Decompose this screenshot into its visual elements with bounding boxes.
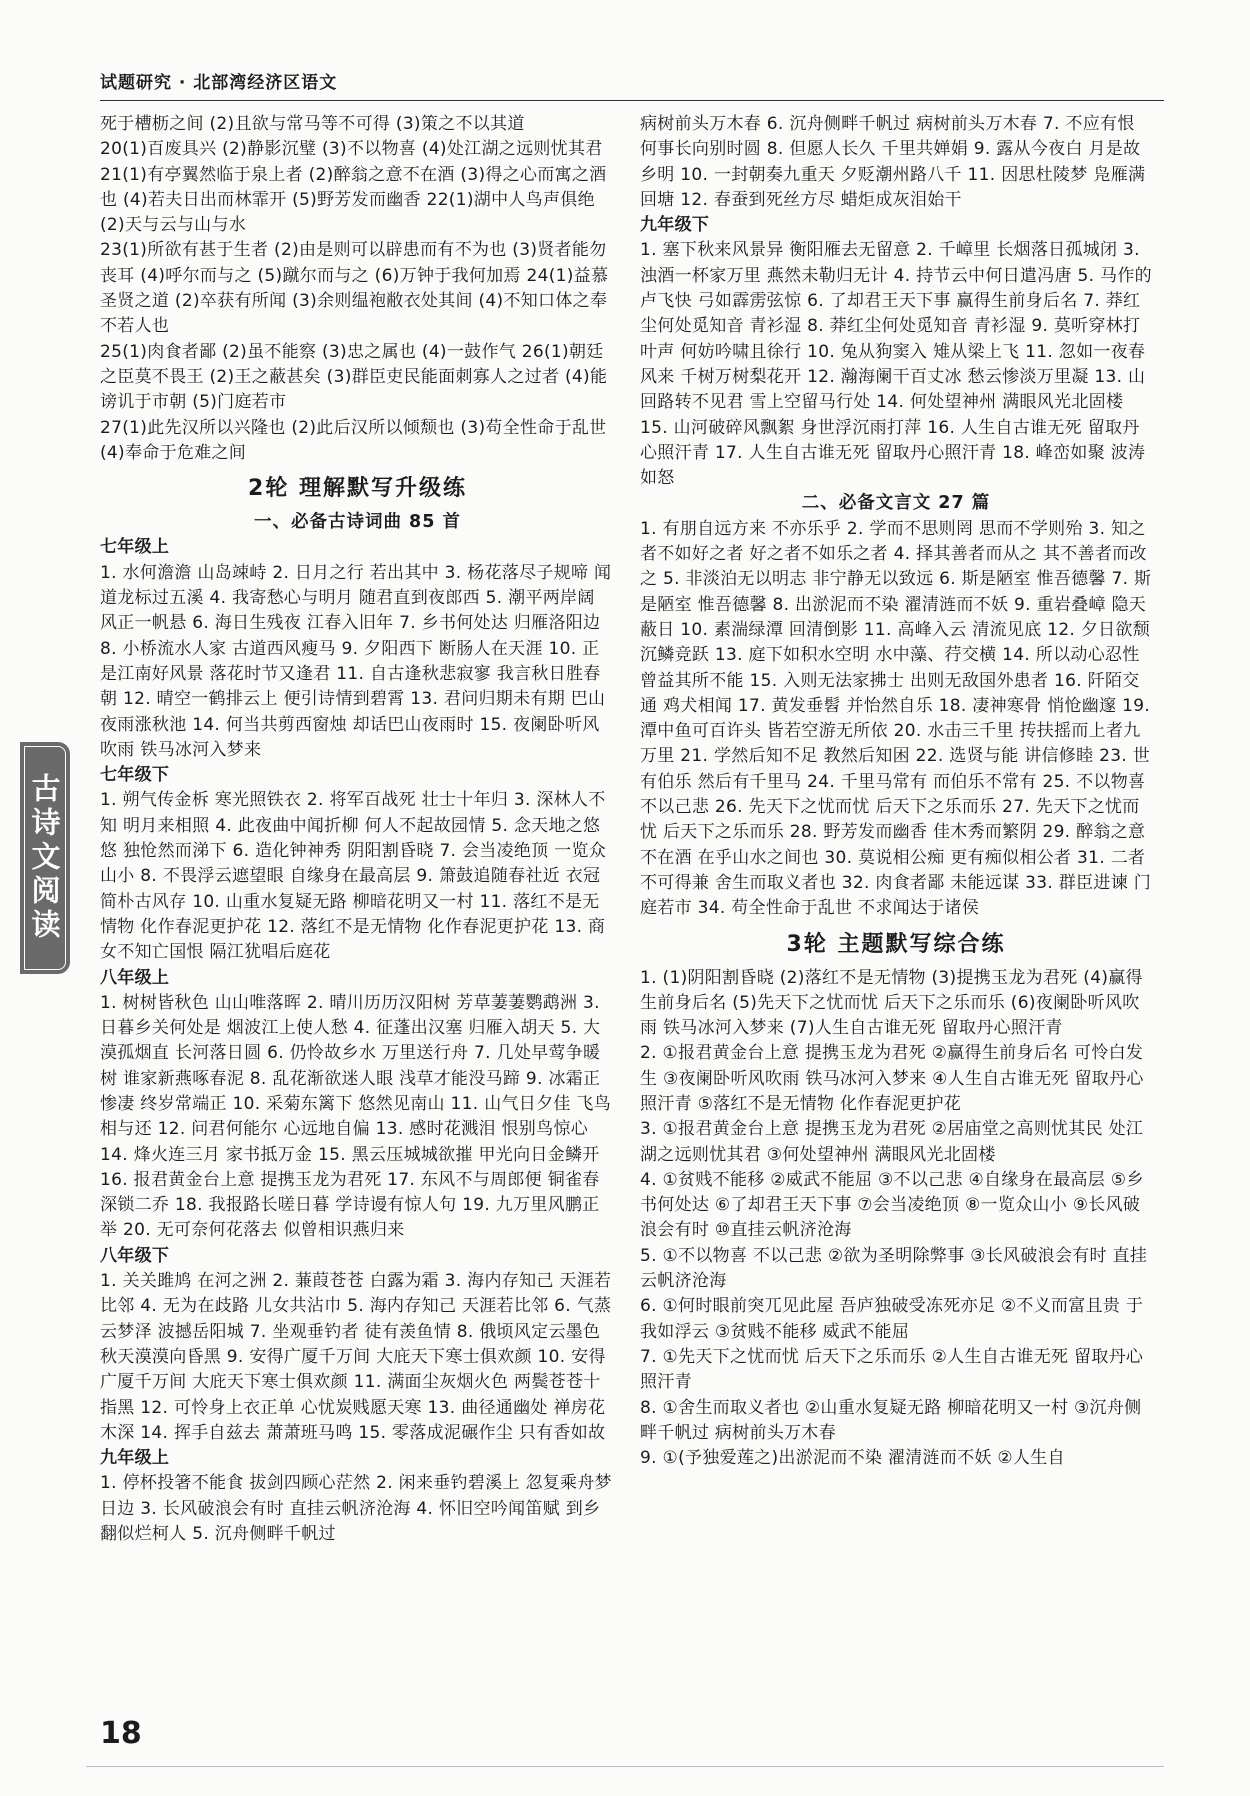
side-tab-frame bbox=[24, 746, 66, 970]
grade-heading: 八年级上 bbox=[100, 967, 170, 988]
answer-paragraph: 3. ①报君黄金台上意 提携玉龙为君死 ②居庙堂之高则忧其民 处江湖之远则忧其君 ③何处望神州 满眼风光北固楼 bbox=[640, 1119, 1144, 1165]
section-side-tab bbox=[20, 742, 70, 974]
answer-paragraph: 2. ①报君黄金台上意 提携玉龙为君死 ②赢得生前身后名 可怜白发生 ③夜阑卧听风吹雨 铁马冰河入梦来 ④人生自古谁无死 留取丹心照汗青 ⑤落红不是无情物 化作春泥更护花 bbox=[640, 1043, 1144, 1114]
answer-paragraph: 1. (1)阴阳割昏晓 (2)落红不是无情物 (3)提携玉龙为君死 (4)赢得生前身后名 (5)先天下之忧而忧 后天下之乐而乐 (6)夜阑卧听风吹雨 铁马冰河入梦来 (7)人生自古谁无死 留取丹心照汗青 bbox=[640, 967, 1143, 1039]
answer-paragraph: 7. ①先天下之忧而忧 后天下之乐而乐 ②人生自古谁无死 留取丹心照汗青 bbox=[640, 1346, 1144, 1393]
answer-paragraph: 死于槽枥之间 (2)且欲与常马等不可得 (3)策之不以其道 bbox=[100, 114, 525, 134]
page-number: 18 bbox=[100, 1716, 142, 1751]
right-column bbox=[640, 112, 1152, 1716]
answer-paragraph: 1. 朔气传金柝 寒光照铁衣 2. 将军百战死 壮士十年归 3. 深林人不知 明月来相照 4. 此夜曲中闻折柳 何人不起故园情 5. 念天地之悠悠 独怆然而涕下 6. 造化钟神秀 阴阳割昏晓 7. 会当凌绝顶 一览众山小 8. 不畏浮云遮望眼 自缘身在最高层 9. 箫鼓追随春社近 衣冠简朴古风存 10. 山重水复疑无路 柳暗花明又一村 11. 落红不是无情物 化作春泥更护花 12. 落红不是无情物 化作春泥更护花 13. 商女不知亡国恨 隔江犹唱后庭花 bbox=[100, 790, 607, 963]
answer-paragraph: 27(1)此先汉所以兴隆也 (2)此后汉所以倾颓也 (3)苟全性命于乱世 (4)奉命于危难之间 bbox=[100, 417, 607, 463]
footer-divider bbox=[86, 1766, 1164, 1767]
answer-paragraph: 8. ①舍生而取义者也 ②山重水复疑无路 柳暗花明又一村 ③沉舟侧畔千帆过 病树前头万木春 bbox=[640, 1397, 1142, 1443]
header-divider bbox=[100, 100, 1164, 101]
answer-paragraph: 23(1)所欲有甚于生者 (2)由是则可以辟患而有不为也 (3)贤者能勿丧耳 (4)呼尔而与之 (5)蹴尔而与之 (6)万钟于我何加焉 24(1)益慕圣贤之道 (2)卒获有所闻 (3)余则缊袍敝衣处其间 (4)不知口体之奉不若人也 bbox=[100, 240, 609, 337]
grade-heading: 九年级下 bbox=[640, 215, 710, 236]
round3-heading: 3轮 主题默写综合练 bbox=[786, 931, 1006, 957]
answer-paragraph: 1. 有朋自远方来 不亦乐乎 2. 学而不思则罔 思而不学则殆 3. 知之者不如好之者 好之者不如乐之者 4. 择其善者而从之 其不善者而改之 5. 非淡泊无以明志 非宁静无以致远 6. 斯是陋室 惟吾德馨 7. 斯是陋室 惟吾德馨 8. 出淤泥而不染 濯清涟而不妖 9. 重岩叠嶂 隐天蔽日 10. 素湍绿潭 回清倒影 11. 高峰入云 清流见底 12. 夕日欲颓 沉鳞竞跃 13. 庭下如积水空明 水中藻、荇交横 14. 所以动心忍性 曾益其所不能 15. 入则无法家拂士 出则无敌国外患者 16. 阡陌交通 鸡犬相闻 17. 黄发垂髫 并怡然自乐 18. 凄神寒骨 悄怆幽邃 19. 潭中鱼可百许头 皆若空游无所依 20. 水击三千里 抟扶摇而上者九万里 21. 学然后知不足 教然后知困 22. 选贤与能 讲信修睦 23. 世有伯乐 然后有千里马 24. 千里马常有 而伯乐不常有 25. 不以物喜 不以己悲 26. 先天下之忧而忧 后天下之乐而乐 27. 先天下之忧而忧 后天下之乐而乐 28. 野芳发而幽香 佳木秀而繁阴 29. 醉翁之意不在酒 在乎山水之间也 30. 莫说相公痴 更有痴似相公者 31. 二者不可得兼 舍生而取义者也 32. 肉食者鄙 未能远谋 33. 群臣进谏 门庭若市 34. 苟全性命于乱世 不求闻达于诸侯 bbox=[640, 518, 1152, 919]
side-tab-label: 古诗文阅读 bbox=[27, 773, 62, 943]
grade-heading: 七年级下 bbox=[100, 765, 170, 786]
grade-heading: 九年级上 bbox=[100, 1448, 170, 1469]
answer-paragraph: 1. 关关雎鸠 在河之洲 2. 蒹葭苍苍 白露为霜 3. 海内存知己 天涯若比邻 4. 无为在歧路 儿女共沾巾 5. 海内存知己 天涯若比邻 6. 气蒸云梦泽 波撼岳阳城 7. 坐观垂钓者 徒有羡鱼情 8. 俄顷风定云墨色 秋天漠漠向昏黑 9. 安得广厦千万间 大庇天下寒士俱欢颜 10. 安得广厦千万间 大庇天下寒士俱欢颜 11. 满面尘灰烟火色 两鬓苍苍十指黑 12. 可怜身上衣正单 心忧炭贱愿天寒 13. 曲径通幽处 禅房花木深 14. 挥手自兹去 萧萧班马鸣 15. 零落成泥碾作尘 只有香如故 bbox=[100, 1271, 612, 1443]
grade-heading: 八年级下 bbox=[100, 1245, 170, 1266]
answer-paragraph: 1. 停杯投箸不能食 拔剑四顾心茫然 2. 闲来垂钓碧溪上 忽复乘舟梦日边 3. 长风破浪会有时 直挂云帆济沧海 4. 怀旧空吟闻笛赋 到乡翻似烂柯人 5. 沉舟侧畔千帆过 bbox=[100, 1473, 612, 1545]
answer-paragraph: 20(1)百废具兴 (2)静影沉璧 (3)不以物喜 (4)处江湖之远则忧其君 21(1)有亭翼然临于泉上者 (2)醉翁之意不在酒 (3)得之心而寓之酒也 (4)若夫日出而林霏开 (5)野芳发而幽香 22(1)湖中人鸟声俱绝 (2)天与云与山与水 bbox=[100, 139, 607, 236]
round2-heading: 2轮 理解默写升级练 bbox=[248, 476, 467, 502]
answer-paragraph: 5. ①不以物喜 不以己悲 ②欲为圣明除弊事 ③长风破浪会有时 直挂云帆济沧海 bbox=[640, 1245, 1148, 1292]
answer-paragraph: 1. 塞下秋来风景异 衡阳雁去无留意 2. 千嶂里 长烟落日孤城闭 3. 浊酒一杯家万里 燕然未勒归无计 4. 持节云中何日遣冯唐 5. 马作的卢飞快 弓如霹雳弦惊 6. 了却君王天下事 赢得生前身后名 7. 莽红尘何处觅知音 青衫湿 8. 莽红尘何处觅知音 青衫湿 9. 莫听穿林打叶声 何妨吟啸且徐行 10. 兔从狗窦入 雉从梁上飞 11. 忽如一夜春风来 千树万树梨花开 12. 瀚海阑干百丈冰 愁云惨淡万里凝 13. 山回路转不见君 雪上空留马行处 14. 何处望神州 满眼风光北固楼 15. 山河破碎风飘絮 身世浮沉雨打萍 16. 人生自古谁无死 留取丹心照汗青 17. 人生自古谁无死 留取丹心照汗青 18. 峰峦如聚 波涛如怒 bbox=[640, 240, 1152, 489]
answer-paragraph: 4. ①贫贱不能移 ②威武不能屈 ③不以己悲 ④自缘身在最高层 ⑤乡书何处达 ⑥了却君王天下事 ⑦会当凌绝顶 ⑧一览众山小 ⑨长风破浪会有时 ⑩直挂云帆济沧海 bbox=[640, 1169, 1144, 1241]
answer-paragraph: 1. 树树皆秋色 山山唯落晖 2. 晴川历历汉阳树 芳草萋萋鹦鹉洲 3. 日暮乡关何处是 烟波江上使人愁 4. 征蓬出汉塞 归雁入胡天 5. 大漠孤烟直 长河落日圆 6. 仍怜故乡水 万里送行舟 7. 几处早莺争暖树 谁家新燕啄春泥 8. 乱花渐欲迷人眼 浅草才能没马蹄 9. 冰霜正惨凄 终岁常端正 10. 采菊东篱下 悠然见南山 11. 山气日夕佳 飞鸟相与还 12. 问君何能尔 心远地自偏 13. 感时花溅泪 恨别鸟惊心 14. 烽火连三月 家书抵万金 15. 黑云压城城欲摧 甲光向日金鳞开 16. 报君黄金台上意 提携玉龙为君死 17. 东风不与周郎便 铜雀春深锁二乔 18. 我报路长嗟日暮 学诗谩有惊人句 19. 九万里风鹏正举 20. 无可奈何花落去 似曾相识燕归来 bbox=[100, 992, 611, 1241]
answer-paragraph: 1. 水何澹澹 山岛竦峙 2. 日月之行 若出其中 3. 杨花落尽子规啼 闻道龙标过五溪 4. 我寄愁心与明月 随君直到夜郎西 5. 潮平两岸阔 风正一帆悬 6. 海日生残夜 江春入旧年 7. 乡书何处达 归雁洛阳边 8. 小桥流水人家 古道西风瘦马 9. 夕阳西下 断肠人在天涯 10. 正是江南好风景 落花时节又逢君 11. 自古逢秋悲寂寥 我言秋日胜春朝 12. 晴空一鹤排云上 便引诗情到碧霄 13. 君问归期未有期 巴山夜雨涨秋池 14. 何当共剪西窗烛 却话巴山夜雨时 15. 夜阑卧听风吹雨 铁马冰河入梦来 bbox=[100, 562, 612, 760]
answer-paragraph: 6. ①何时眼前突兀见此屋 吾庐独破受冻死亦足 ②不义而富且贵 于我如浮云 ③贫贱不能移 威武不能屈 bbox=[640, 1296, 1144, 1342]
answer-paragraph: 25(1)肉食者鄙 (2)虽不能察 (3)忠之属也 (4)一鼓作气 26(1)朝廷之臣莫不畏王 (2)王之蔽甚矣 (3)群臣吏民能面刺寡人之过者 (4)能谤讥于市朝 (5)门庭若市 bbox=[100, 341, 608, 413]
grade-heading: 七年级上 bbox=[100, 537, 170, 558]
answer-paragraph: 9. ①(予独爱莲之)出淤泥而不染 濯清涟而不妖 ②人生自 bbox=[640, 1448, 1065, 1469]
section-heading-prose: 二、必备文言文 27 篇 bbox=[801, 493, 991, 514]
answer-paragraph: 病树前头万木春 6. 沉舟侧畔千帆过 病树前头万木春 7. 不应有恨 何事长向别时圆 8. 但愿人长久 千里共婵娟 9. 露从今夜白 月是故乡明 10. 一封朝奏九重天 夕贬潮州路八千 11. 因思杜陵梦 凫雁满回塘 12. 春蚕到死丝方尽 蜡炬成灰泪始干 bbox=[640, 114, 1146, 210]
section-heading-poems: 一、必备古诗词曲 85 首 bbox=[253, 512, 462, 533]
running-header: 试题研究 · 北部湾经济区语文 bbox=[100, 73, 338, 93]
left-column bbox=[100, 112, 615, 1716]
